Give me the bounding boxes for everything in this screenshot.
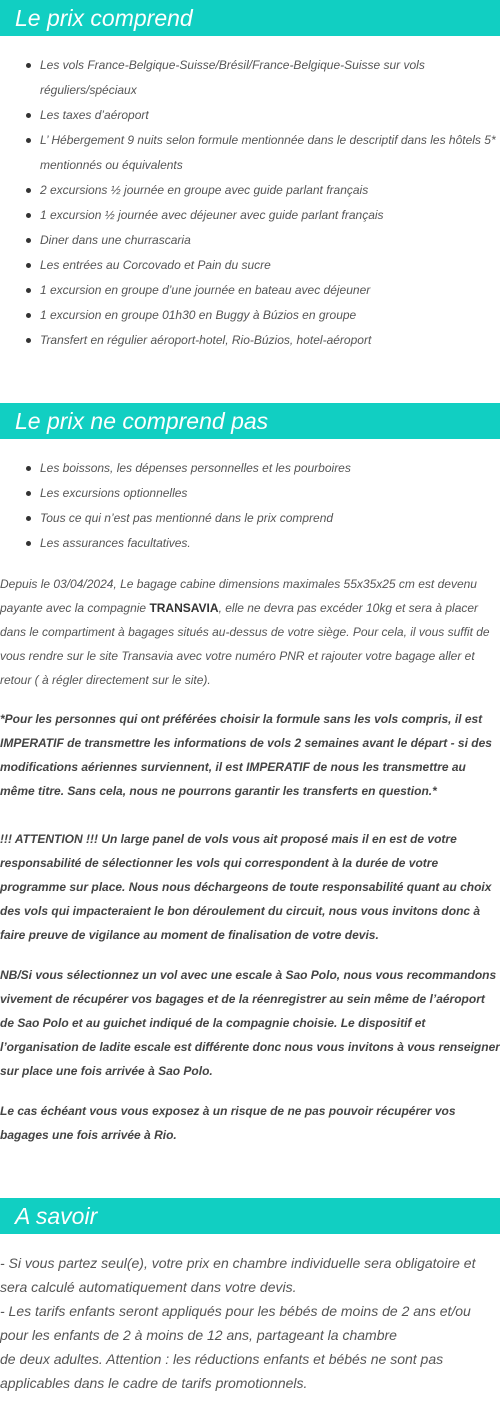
baggage-note	[0, 572, 500, 692]
savoir-line: - Si vous partez seul(e), votre prix en chambre individuelle sera obligatoire et sera calculé automatiquement dans votre devis.	[0, 1255, 476, 1295]
not-included-list	[0, 456, 500, 556]
list-item: Les assurances facultatives.	[40, 531, 500, 556]
list-item: Les boissons, les dépenses personnelles et les pourboires	[40, 456, 500, 481]
included-list	[0, 53, 500, 353]
list-item: Les excursions optionnelles	[40, 481, 500, 506]
savoir-text	[0, 1251, 500, 1395]
list-item: Transfert en régulier aéroport-hotel, Rio-Búzios, hotel-aéroport	[40, 328, 500, 353]
sao-polo-notice: NB/Si vous sélectionnez un vol avec une escale à Sao Polo, nous vous recommandons vivement de récupérer vos bagages et de la réenregistrer au sein même de l’aéroport de Sao Polo et au guichet indiqué de la compagnie choisie. Le dispositif et l’organisation de ladite escale est différente donc nous vous invitons à vous renseigner sur place une fois arrivée à Sao Polo.	[0, 968, 500, 1078]
section-title-not-included: Le prix ne comprend pas	[0, 403, 500, 439]
savoir-line: - Les tarifs enfants seront appliqués pour les bébés de moins de 2 ans et/ou pour les enfants de 2 à moins de 12 ans, partageant la chambre	[0, 1303, 471, 1343]
flights-notice: *Pour les personnes qui ont préférées choisir la formule sans les vols compris, il est IMPERATIF de transmettre les informations de vols 2 semaines avant le départ - si des modifications aériennes surviennent, il est IMPERATIF de nous les transmettre au même titre. Sans cela, nous ne pourrons garantir les transferts en question.*	[0, 712, 492, 798]
savoir-line: de deux adultes. Attention : les réductions enfants et bébés ne sont pas applicables dans le cadre de tarifs promotionnels.	[0, 1351, 444, 1391]
baggage-note-end: , elle ne devra pas excéder 10kg et sera à placer dans le compartiment à bagages situés au-dessus de votre siège. Pour cela, il vous suffit de vous rendre sur le site Transavia avec votre numéro PNR et rajouter votre bagage aller et retour ( à régler directement sur le site).	[0, 601, 490, 687]
list-item: 1 excursion en groupe 01h30 en Buggy à Búzios en groupe	[40, 303, 500, 328]
list-item: Les taxes d’aéroport	[40, 103, 500, 128]
section-title-savoir: A savoir	[0, 1198, 500, 1234]
list-item: Diner dans une churrascaria	[40, 228, 500, 253]
list-item: L’ Hébergement 9 nuits selon formule mentionnée dans le descriptif dans les hôtels 5* mentionnés ou équivalents	[40, 128, 500, 178]
baggage-note-start: Depuis le 03/04/2024, Le bagage cabine dimensions maximales 55x35x25 cm est devenu payante avec la compagnie	[0, 577, 477, 615]
list-item: Les vols France-Belgique-Suisse/Brésil/France-Belgique-Suisse sur vols réguliers/spéciaux	[40, 53, 500, 103]
list-item: 1 excursion ½ journée avec déjeuner avec guide parlant français	[40, 203, 500, 228]
list-item: 1 excursion en groupe d’une journée en bateau avec déjeuner	[40, 278, 500, 303]
airline-name: TRANSAVIA	[149, 601, 219, 615]
list-item: Tous ce qui n’est pas mentionné dans le prix comprend	[40, 506, 500, 531]
list-item: 2 excursions ½ journée en groupe avec guide parlant français	[40, 178, 500, 203]
attention-notice: !!! ATTENTION !!! Un large panel de vols vous ait proposé mais il en est de votre responsabilité de sélectionner les vols qui correspondent à la durée de votre programme sur place. Nous nous déchargeons de toute responsabilité quant au choix des vols qui impacteraient le bon déroulement du circuit, nous vous invitons donc à faire preuve de vigilance au moment de finalisation de votre devis.	[0, 832, 492, 942]
list-item: Les entrées au Corcovado et Pain du sucre	[40, 253, 500, 278]
rio-notice: Le cas échéant vous vous exposez à un risque de ne pas pouvoir récupérer vos bagages une fois arrivée à Rio.	[0, 1104, 456, 1142]
section-title-included: Le prix comprend	[0, 0, 500, 36]
